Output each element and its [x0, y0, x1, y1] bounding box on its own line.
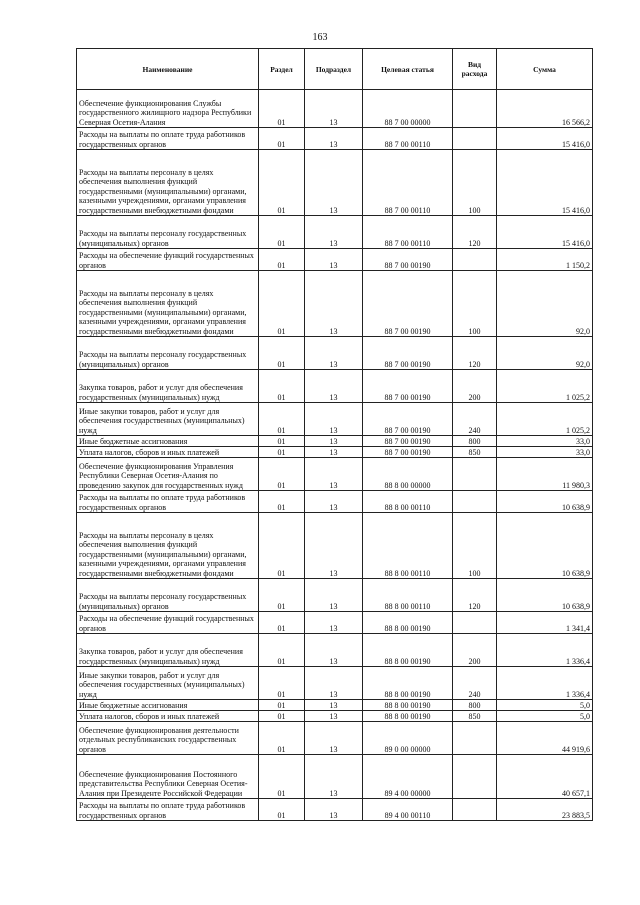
cell-subsection: 13 — [305, 513, 363, 579]
table-row — [77, 150, 593, 216]
table-row — [77, 755, 593, 799]
row-name-text: Закупка товаров, работ и услуг для обеспечения государственных (муниципальных) нужд — [79, 647, 243, 666]
cell-sum: 44 919,6 — [497, 722, 593, 755]
header-sum: Сумма — [497, 49, 593, 90]
cell-name — [77, 634, 259, 667]
cell-subsection: 13 — [305, 447, 363, 458]
header-name: Наименование — [77, 49, 259, 90]
cell-section: 01 — [259, 249, 305, 271]
cell-target: 88 7 00 00110 — [363, 216, 453, 249]
cell-sum: 10 638,9 — [497, 579, 593, 612]
cell-subsection: 13 — [305, 799, 363, 821]
table-row — [77, 216, 593, 249]
header-section: Раздел — [259, 49, 305, 90]
cell-sum: 1 336,4 — [497, 634, 593, 667]
table-row — [77, 370, 593, 403]
header-expense-type-line1: Вид — [467, 60, 482, 69]
cell-expense-type: 800 — [453, 436, 497, 447]
cell-name — [77, 370, 259, 403]
cell-section: 01 — [259, 447, 305, 458]
cell-subsection: 13 — [305, 458, 363, 491]
cell-section: 01 — [259, 513, 305, 579]
cell-name — [77, 579, 259, 612]
cell-sum: 16 566,2 — [497, 90, 593, 128]
row-name-text: Расходы на выплаты по оплате труда работников государственных органов — [79, 130, 246, 149]
cell-sum: 5,0 — [497, 700, 593, 711]
cell-section: 01 — [259, 403, 305, 436]
cell-target: 88 8 00 00110 — [363, 579, 453, 612]
cell-expense-type — [453, 90, 497, 128]
cell-subsection: 13 — [305, 216, 363, 249]
cell-name — [77, 667, 259, 700]
cell-name — [77, 436, 259, 447]
table-row — [77, 799, 593, 821]
cell-section: 01 — [259, 337, 305, 370]
cell-sum: 40 657,1 — [497, 755, 593, 799]
cell-target: 88 7 00 00190 — [363, 249, 453, 271]
header-target: Целевая статья — [363, 49, 453, 90]
cell-target: 88 8 00 00110 — [363, 513, 453, 579]
table-row — [77, 403, 593, 436]
row-name-text: Расходы на выплаты по оплате труда работников государственных органов — [79, 801, 246, 820]
cell-expense-type: 850 — [453, 447, 497, 458]
cell-sum: 33,0 — [497, 447, 593, 458]
table-row — [77, 579, 593, 612]
row-name-text: Расходы на выплаты по оплате труда работников государственных органов — [79, 493, 246, 512]
cell-target: 89 0 00 00000 — [363, 722, 453, 755]
cell-name — [77, 755, 259, 799]
cell-subsection: 13 — [305, 711, 363, 722]
cell-sum: 10 638,9 — [497, 491, 593, 513]
cell-sum: 1 341,4 — [497, 612, 593, 634]
cell-subsection: 13 — [305, 491, 363, 513]
cell-subsection: 13 — [305, 634, 363, 667]
cell-expense-type: 240 — [453, 667, 497, 700]
table-row — [77, 491, 593, 513]
cell-expense-type: 120 — [453, 579, 497, 612]
cell-section: 01 — [259, 216, 305, 249]
cell-target: 89 4 00 00110 — [363, 799, 453, 821]
cell-sum: 5,0 — [497, 711, 593, 722]
cell-target: 88 7 00 00190 — [363, 403, 453, 436]
cell-sum: 15 416,0 — [497, 216, 593, 249]
cell-expense-type: 850 — [453, 711, 497, 722]
cell-expense-type: 800 — [453, 700, 497, 711]
cell-name — [77, 458, 259, 491]
cell-subsection: 13 — [305, 722, 363, 755]
cell-target: 88 7 00 00190 — [363, 436, 453, 447]
cell-name — [77, 216, 259, 249]
cell-expense-type — [453, 128, 497, 150]
cell-target: 88 7 00 00190 — [363, 271, 453, 337]
table-row — [77, 634, 593, 667]
cell-expense-type — [453, 612, 497, 634]
row-name-text: Расходы на выплаты персоналу в целях обеспечения выполнения функций государственными (муниципальными) органами, казенными учреждениями, органами управления государственными внебюджетными фондами — [79, 530, 247, 578]
header-expense-type-line2: расхода — [461, 69, 488, 78]
cell-name — [77, 612, 259, 634]
cell-subsection: 13 — [305, 700, 363, 711]
cell-sum: 15 416,0 — [497, 150, 593, 216]
cell-sum: 1 025,2 — [497, 370, 593, 403]
cell-target: 88 8 00 00190 — [363, 612, 453, 634]
header-expense-type — [453, 49, 497, 90]
cell-target: 88 8 00 00190 — [363, 700, 453, 711]
table-row — [77, 337, 593, 370]
cell-expense-type: 100 — [453, 150, 497, 216]
cell-expense-type: 100 — [453, 513, 497, 579]
cell-name — [77, 447, 259, 458]
row-name-text: Уплата налогов, сборов и иных платежей — [79, 711, 220, 721]
cell-name — [77, 711, 259, 722]
table-row — [77, 612, 593, 634]
cell-sum: 1 025,2 — [497, 403, 593, 436]
cell-expense-type: 120 — [453, 216, 497, 249]
cell-name — [77, 271, 259, 337]
table-row — [77, 667, 593, 700]
cell-name — [77, 90, 259, 128]
table-row — [77, 447, 593, 458]
cell-name — [77, 700, 259, 711]
cell-subsection: 13 — [305, 755, 363, 799]
cell-name — [77, 799, 259, 821]
cell-target: 88 8 00 00190 — [363, 711, 453, 722]
row-name-text: Обеспечение функционирования Управления Республики Северная Осетия-Алания по проведению закупок для государственных нужд — [79, 461, 243, 490]
page-number: 163 — [312, 32, 328, 43]
table-row — [77, 700, 593, 711]
cell-subsection: 13 — [305, 436, 363, 447]
cell-expense-type — [453, 722, 497, 755]
table-row — [77, 458, 593, 491]
cell-section: 01 — [259, 799, 305, 821]
cell-name — [77, 128, 259, 150]
cell-target: 88 7 00 00110 — [363, 150, 453, 216]
table-body — [77, 90, 593, 821]
cell-target: 88 7 00 00190 — [363, 370, 453, 403]
cell-section: 01 — [259, 128, 305, 150]
table-header-row — [77, 49, 593, 90]
cell-section: 01 — [259, 579, 305, 612]
cell-name — [77, 337, 259, 370]
table-row — [77, 271, 593, 337]
cell-sum: 1 336,4 — [497, 667, 593, 700]
cell-section: 01 — [259, 612, 305, 634]
cell-section: 01 — [259, 667, 305, 700]
cell-expense-type — [453, 755, 497, 799]
cell-section: 01 — [259, 436, 305, 447]
row-name-text: Расходы на выплаты персоналу в целях обеспечения выполнения функций государственными (муниципальными) органами, казенными учреждениями, органами управления государственными внебюджетными фондами — [79, 167, 247, 215]
cell-section: 01 — [259, 634, 305, 667]
cell-expense-type — [453, 458, 497, 491]
cell-subsection: 13 — [305, 579, 363, 612]
row-name-text: Закупка товаров, работ и услуг для обеспечения государственных (муниципальных) нужд — [79, 383, 243, 402]
cell-subsection: 13 — [305, 128, 363, 150]
cell-expense-type — [453, 249, 497, 271]
row-name-text: Уплата налогов, сборов и иных платежей — [79, 447, 220, 457]
cell-name — [77, 403, 259, 436]
row-name-text: Иные бюджетные ассигнования — [79, 436, 188, 446]
cell-subsection: 13 — [305, 249, 363, 271]
cell-section: 01 — [259, 722, 305, 755]
cell-sum: 10 638,9 — [497, 513, 593, 579]
row-name-text: Расходы на выплаты персоналу государственных (муниципальных) органов — [79, 350, 247, 369]
cell-subsection: 13 — [305, 370, 363, 403]
cell-section: 01 — [259, 491, 305, 513]
row-name-text: Иные бюджетные ассигнования — [79, 700, 188, 710]
row-name-text: Обеспечение функционирования Службы государственного жилищного надзора Республики Северная Осетия-Алания — [79, 98, 252, 127]
cell-target: 89 4 00 00000 — [363, 755, 453, 799]
cell-section: 01 — [259, 150, 305, 216]
cell-sum: 92,0 — [497, 271, 593, 337]
cell-sum: 1 150,2 — [497, 249, 593, 271]
cell-subsection: 13 — [305, 667, 363, 700]
cell-section: 01 — [259, 370, 305, 403]
cell-expense-type: 200 — [453, 370, 497, 403]
table-row — [77, 436, 593, 447]
row-name-text: Обеспечение функционирования Постоянного представительства Республики Северная Осетия-Алания при Президенте Российской Федерации — [79, 769, 248, 798]
cell-subsection: 13 — [305, 90, 363, 128]
table-row — [77, 128, 593, 150]
cell-name — [77, 150, 259, 216]
cell-name — [77, 722, 259, 755]
cell-section: 01 — [259, 700, 305, 711]
cell-target: 88 8 00 00110 — [363, 491, 453, 513]
cell-target: 88 8 00 00000 — [363, 458, 453, 491]
cell-subsection: 13 — [305, 337, 363, 370]
cell-section: 01 — [259, 90, 305, 128]
row-name-text: Расходы на выплаты персоналу государственных (муниципальных) органов — [79, 229, 247, 248]
cell-target: 88 7 00 00190 — [363, 337, 453, 370]
row-name-text: Расходы на выплаты персоналу государственных (муниципальных) органов — [79, 592, 247, 611]
table-row — [77, 249, 593, 271]
cell-section: 01 — [259, 755, 305, 799]
cell-target: 88 7 00 00000 — [363, 90, 453, 128]
cell-target: 88 8 00 00190 — [363, 634, 453, 667]
cell-expense-type: 100 — [453, 271, 497, 337]
cell-name — [77, 513, 259, 579]
row-name-text: Расходы на обеспечение функций государственных органов — [79, 614, 254, 633]
cell-sum: 15 416,0 — [497, 128, 593, 150]
cell-sum: 23 883,5 — [497, 799, 593, 821]
row-name-text: Иные закупки товаров, работ и услуг для обеспечения государственных (муниципальных) нужд — [79, 406, 245, 435]
cell-subsection: 13 — [305, 150, 363, 216]
cell-subsection: 13 — [305, 612, 363, 634]
table-row — [77, 711, 593, 722]
cell-name — [77, 491, 259, 513]
table-row — [77, 90, 593, 128]
cell-name — [77, 249, 259, 271]
row-name-text: Обеспечение функционирования деятельности отдельных республиканских государственных органов — [79, 725, 239, 754]
cell-sum: 11 980,3 — [497, 458, 593, 491]
cell-expense-type: 240 — [453, 403, 497, 436]
cell-expense-type: 120 — [453, 337, 497, 370]
cell-sum: 92,0 — [497, 337, 593, 370]
cell-expense-type: 200 — [453, 634, 497, 667]
cell-subsection: 13 — [305, 271, 363, 337]
cell-expense-type — [453, 491, 497, 513]
row-name-text: Расходы на выплаты персоналу в целях обеспечения выполнения функций государственными (муниципальными) органами, казенными учреждениями, органами управления государственными внебюджетными фондами — [79, 288, 247, 336]
cell-subsection: 13 — [305, 403, 363, 436]
cell-target: 88 7 00 00110 — [363, 128, 453, 150]
row-name-text: Иные закупки товаров, работ и услуг для обеспечения государственных (муниципальных) нужд — [79, 670, 245, 699]
budget-table — [76, 48, 593, 821]
cell-section: 01 — [259, 271, 305, 337]
header-subsection: Подраздел — [305, 49, 363, 90]
table-row — [77, 513, 593, 579]
table-row — [77, 722, 593, 755]
cell-section: 01 — [259, 711, 305, 722]
row-name-text: Расходы на обеспечение функций государственных органов — [79, 251, 254, 270]
cell-sum: 33,0 — [497, 436, 593, 447]
cell-section: 01 — [259, 458, 305, 491]
cell-expense-type — [453, 799, 497, 821]
cell-target: 88 7 00 00190 — [363, 447, 453, 458]
cell-target: 88 8 00 00190 — [363, 667, 453, 700]
